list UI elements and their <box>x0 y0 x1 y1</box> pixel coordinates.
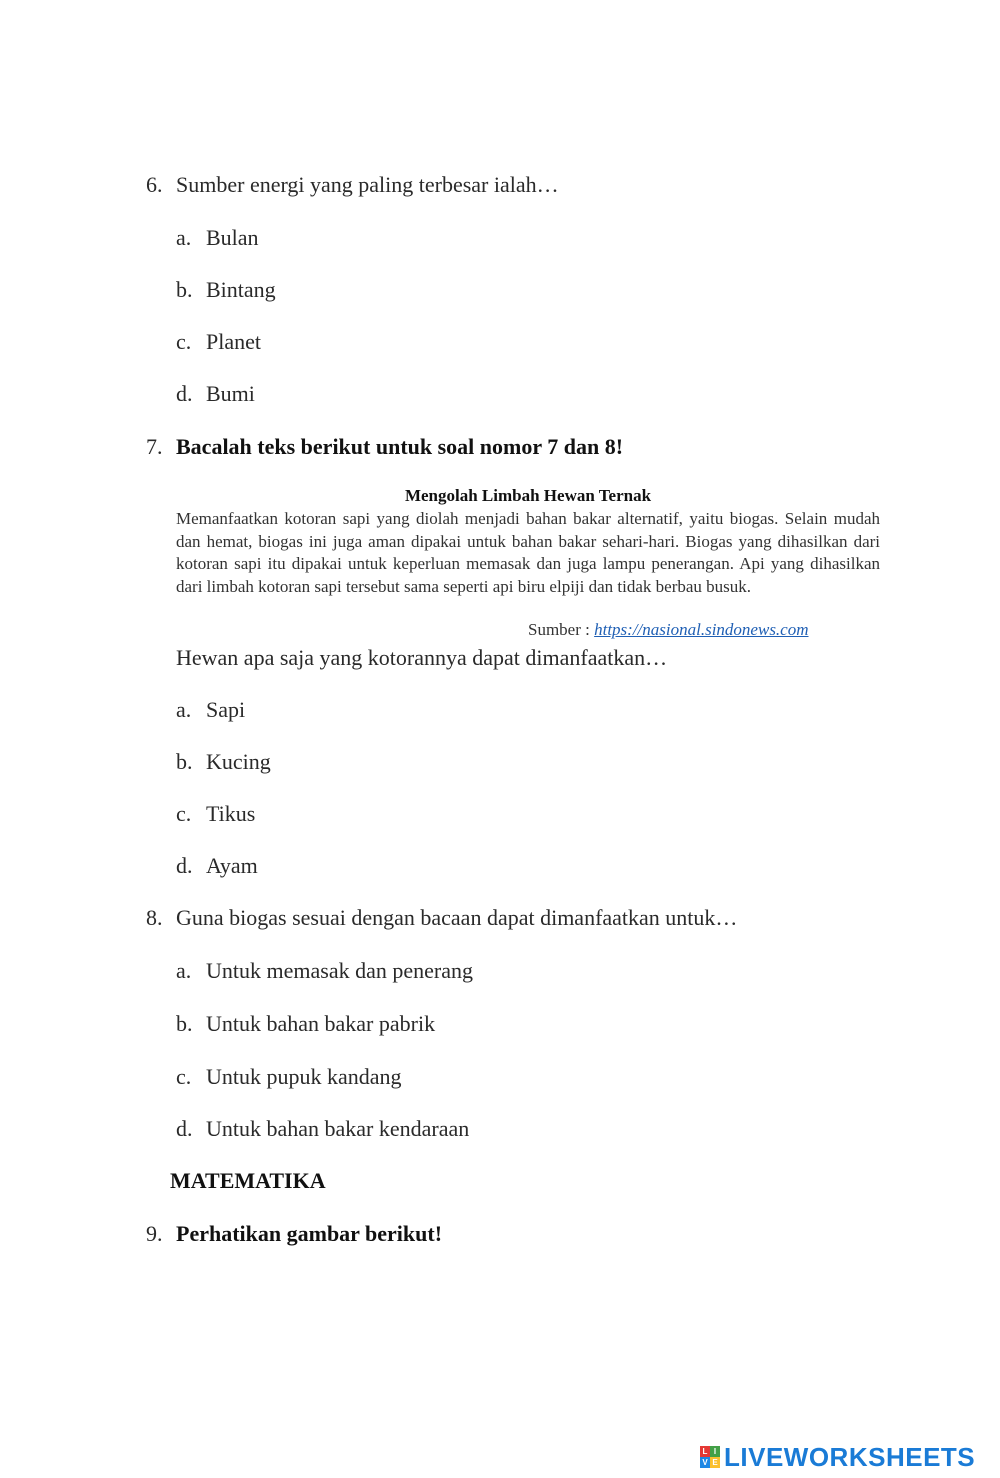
source-label: Sumber : <box>528 620 590 639</box>
source-link[interactable]: https://nasional.sindonews.com <box>594 620 809 639</box>
question-9-text: Perhatikan gambar berikut! <box>176 1221 443 1246</box>
option-letter: b. <box>176 277 193 302</box>
option-letter: b. <box>176 1011 193 1036</box>
option-text: Ayam <box>206 853 258 878</box>
passage-source <box>528 620 809 640</box>
question-7-number: 7. <box>146 434 163 459</box>
question-6-number: 6. <box>146 172 163 197</box>
question-8-text: Guna biogas sesuai dengan bacaan dapat dimanfaatkan untuk… <box>176 905 738 930</box>
option-letter: a. <box>176 225 192 250</box>
option-text: Bumi <box>206 381 255 406</box>
option-letter: c. <box>176 1064 192 1089</box>
option-letter: d. <box>176 1116 193 1141</box>
question-8-number: 8. <box>146 905 163 930</box>
option-text: Untuk memasak dan penerang <box>206 958 473 983</box>
option-letter: c. <box>176 329 192 354</box>
liveworksheets-logo <box>700 1441 976 1472</box>
question-7-instruction: Bacalah teks berikut untuk soal nomor 7 dan 8! <box>176 434 624 459</box>
option-text: Sapi <box>206 697 246 722</box>
option-text: Planet <box>206 329 261 354</box>
option-text: Bintang <box>206 277 276 302</box>
option-text: Tikus <box>206 801 256 826</box>
option-letter: a. <box>176 697 192 722</box>
section-heading: MATEMATIKA <box>170 1168 326 1193</box>
option-letter: b. <box>176 749 193 774</box>
logo-mark-icon: L I V E <box>700 1446 720 1468</box>
passage-title: Mengolah Limbah Hewan Ternak <box>404 486 652 505</box>
passage-text: Memanfaatkan kotoran sapi yang diolah menjadi bahan bakar alternatif, yaitu biogas. Selain mudah dan hemat, biogas ini juga aman dipakai untuk bahan bakar sehari-hari. Biogas yang dihasilkan dari kotoran sapi itu dipakai untuk keperluan memasak dan juga lampu penerangan. Api yang dihasilkan dari limbah kotoran sapi tersebut sama seperti api biru elpiji dan tidak berbau busuk. <box>176 509 880 596</box>
question-7-text: Hewan apa saja yang kotorannya dapat dimanfaatkan… <box>176 645 668 670</box>
question-6-text: Sumber energi yang paling terbesar ialah… <box>176 172 559 197</box>
option-text: Bulan <box>206 225 259 250</box>
question-9-number: 9. <box>146 1221 163 1246</box>
option-text: Kucing <box>206 749 271 774</box>
option-letter: d. <box>176 381 193 406</box>
option-text: Untuk bahan bakar kendaraan <box>206 1116 470 1141</box>
option-text: Untuk pupuk kandang <box>206 1064 402 1089</box>
option-text: Untuk bahan bakar pabrik <box>206 1011 436 1036</box>
option-letter: a. <box>176 958 192 983</box>
option-letter: d. <box>176 853 193 878</box>
option-letter: c. <box>176 801 192 826</box>
logo-text: LIVEWORKSHEETS <box>724 1441 976 1472</box>
